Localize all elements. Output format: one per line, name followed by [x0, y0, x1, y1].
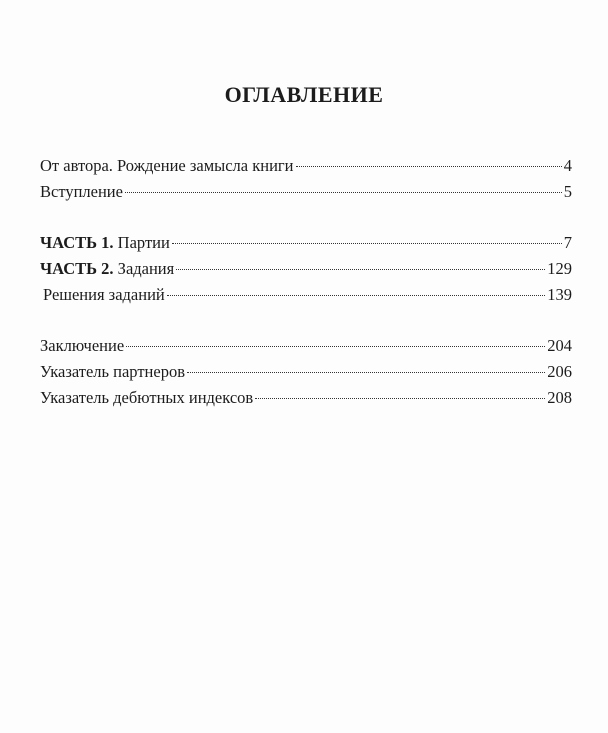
- toc-entry-label: Указатель партнеров: [40, 362, 185, 381]
- toc-entry-label: Заключение: [40, 336, 125, 355]
- dot-leader: [296, 166, 562, 167]
- toc-entry-label: ЧАСТЬ 2. Задания: [40, 259, 175, 278]
- part-prefix: ЧАСТЬ 2.: [40, 259, 114, 278]
- toc-entry-openings-index: [40, 385, 572, 411]
- toc-entry-label: От автора. Рождение замысла книги: [40, 156, 294, 175]
- toc-page-number: 208: [547, 388, 572, 407]
- dot-leader: [125, 192, 562, 193]
- toc-page-number: 7: [563, 233, 572, 252]
- toc-page-number: 129: [547, 259, 572, 278]
- page-title: ОГЛАВЛЕНИЕ: [224, 82, 384, 107]
- toc-page-number: 4: [563, 156, 572, 175]
- toc-page-number: 204: [547, 336, 572, 355]
- toc-entry-players-index: [40, 359, 572, 385]
- toc-entry-from-author: [40, 153, 572, 179]
- dot-leader: [167, 295, 546, 296]
- toc-page-number: 139: [547, 285, 572, 304]
- toc-entry-conclusion: [40, 333, 572, 359]
- table-of-contents: [40, 153, 572, 411]
- dot-leader: [172, 243, 562, 244]
- toc-entry-part-2: [40, 256, 572, 282]
- toc-entry-part-1: [40, 230, 572, 256]
- dot-leader: [255, 398, 545, 399]
- toc-page-number: 5: [563, 182, 572, 201]
- toc-entry-label: ЧАСТЬ 1. Партии: [40, 233, 170, 252]
- dot-leader: [126, 346, 545, 347]
- toc-entry-introduction: [40, 179, 572, 205]
- toc-entry-label: Вступление: [40, 182, 123, 201]
- toc-entry-label: Решения заданий: [43, 285, 165, 304]
- toc-entry-solutions: [40, 282, 572, 308]
- toc-page-number: 206: [547, 362, 572, 381]
- dot-leader: [176, 269, 545, 270]
- part-prefix: ЧАСТЬ 1.: [40, 233, 114, 252]
- toc-entry-label: Указатель дебютных индексов: [40, 388, 254, 407]
- dot-leader: [187, 372, 545, 373]
